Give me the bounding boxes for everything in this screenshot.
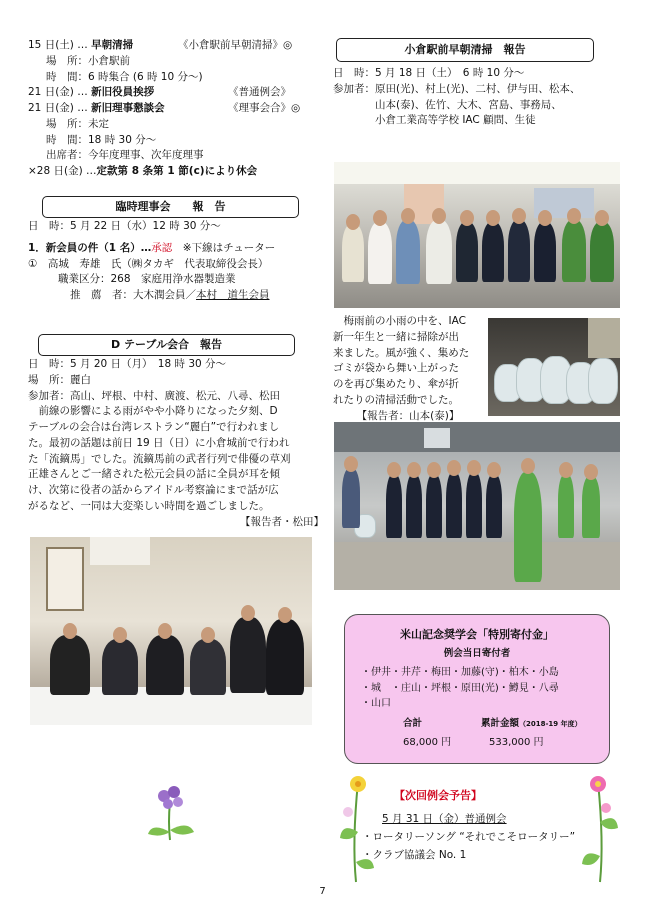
schedule-detail: 時 間：18 時 30 分～ <box>46 133 157 146</box>
d-table-body-line: た。最初の話題は前日 19 日（日）に小倉城前で行われ <box>28 436 290 449</box>
restaurant-group-photo <box>30 537 312 725</box>
new-member-item: 1．新会員の件（1 名）…承認 ※下線はチューター <box>28 241 276 254</box>
member-line: ① 高城 寿雄 氏（㈱タカギ 代表取締役会長） <box>28 257 269 270</box>
schedule-detail: 場 所：小倉駅前 <box>46 54 130 67</box>
yoneyama-donation-box <box>344 614 610 764</box>
cleaning-attendee-line: 参加者：原田(光)、村上(光)、二村、伊与田、松本、 <box>333 82 581 95</box>
schedule-detail: 出席者：今年度理事、次年度理事 <box>46 149 204 162</box>
next-meeting-title: 【次回例会予告】 <box>394 789 482 802</box>
cleaning-story-line: 来ました。風が強く、集めた <box>333 346 470 359</box>
cleaning-report <box>333 66 633 129</box>
cleaning-datetime: 日 時：5 月 18 日（土） 6 時 10 分～ <box>333 67 525 79</box>
cleaning-story-line: 新一年生と一緒に掃除が出 <box>333 330 459 343</box>
extra-board-heading: 臨時理事会 報 告 <box>42 196 299 218</box>
cleaning-heading: 小倉駅前早朝清掃 報告 <box>336 38 594 62</box>
donor-line: ・城 ・庄山・坪根・原田(光)・鱒見・八尋 <box>361 682 559 694</box>
cleaning-reporter: 【報告者：山本(泰)】 <box>356 409 460 422</box>
cleaning-story-line: ゴミが袋から舞い上がった <box>333 362 459 375</box>
schedule-detail: 場 所：未定 <box>46 117 109 130</box>
station-group-photo <box>334 162 620 308</box>
d-table-attendees: 参加者：高山、坪根、中村、廣渡、松元、八尋、松田 <box>28 389 280 402</box>
schedule-list <box>28 38 318 180</box>
garbage-bags-photo <box>488 318 620 416</box>
cleaning-attendee-line: 小倉工業高等学校 IAC 顧問、生徒 <box>333 114 536 127</box>
d-table-report <box>28 357 324 530</box>
donation-subtitle: 例会当日寄付者 <box>443 648 511 659</box>
cleaning-story <box>333 314 483 424</box>
students-briefing-photo <box>334 422 620 590</box>
next-meeting-item: ・ロータリーソング “それでこそロータリー” <box>362 831 576 843</box>
donation-total-value: 68,000 円 <box>403 737 452 748</box>
schedule-row: 15 日(土) … 早朝清掃 《小倉駅前早朝清掃》◎ <box>28 39 293 51</box>
donation-title: 米山記念奨学会「特別寄付金」 <box>400 628 554 641</box>
schedule-row: 21 日(金) … 新旧理事懇談会 《理事会合》◎ <box>28 102 301 114</box>
d-table-body-line: 正雄さんとご一緒された松元会員の話に全員が耳を傾 <box>28 468 280 481</box>
schedule-row: ×28 日(金) …定款第 8 条第 1 節(c)により休会 <box>28 165 258 177</box>
class-line: 職業区分：268 家庭用浄水器製造業 <box>58 273 236 286</box>
next-meeting-date: 5 月 31 日（金）普通例会 <box>382 813 507 825</box>
donation-cumulative-label: 累計金額（2018-19 年度） <box>481 718 582 729</box>
page-number: 7 <box>319 886 326 897</box>
extra-board-datetime: 日 時：5 月 22 日（水）12 時 30 分～ <box>28 220 221 232</box>
d-table-heading: D テーブル会合 報告 <box>38 334 295 356</box>
schedule-row: 21 日(金) … 新旧役員挨拶 《普通例会》 <box>28 86 291 99</box>
d-table-body-line: テーブルの会合は台湾レストラン“麗白”で行われまし <box>28 421 280 433</box>
cleaning-story-line: のを再び集めたり、傘が折 <box>333 378 459 390</box>
d-table-place: 場 所：麗白 <box>28 373 91 386</box>
donation-total-label: 合計 <box>403 718 423 729</box>
cleaning-story-line: れたりの清掃活動でした。 <box>333 393 459 406</box>
d-table-body-line: け、次第に役者の話からアイドル考察論にまで話が広 <box>28 484 279 496</box>
flower-decoration-right <box>580 772 620 884</box>
violet-flower-illustration <box>140 782 200 842</box>
d-table-datetime: 日 時：5 月 20 日（月） 18 時 30 分～ <box>28 358 227 370</box>
schedule-detail: 時 間：6 時集合 (6 時 10 分～) <box>46 70 203 83</box>
cleaning-attendee-line: 山本(泰)、佐竹、大木、宮島、事務局、 <box>333 98 562 111</box>
d-table-reporter: 【報告者・松田】 <box>240 515 324 528</box>
d-table-body-line: がるなど、一同は大変楽しい時間を過ごしました。 <box>28 499 270 512</box>
donor-line: ・伊井・井芹・梅田・加藤(守)・柏木・小島 <box>361 667 559 678</box>
cleaning-story-line: 梅雨前の小雨の中を、IAC <box>333 315 466 327</box>
approved-status: 承認 <box>151 241 173 254</box>
donation-cumulative-value: 533,000 円 <box>489 737 544 748</box>
d-table-body-line: た「流鏑馬」でした。流鏑馬前の武者行列で俳優の草刈 <box>28 452 291 465</box>
recommender-line: 推 薦 者：大木潤会員／本村 道生会員 <box>70 289 270 301</box>
donor-line: ・山口 <box>361 698 391 709</box>
next-meeting-item: ・クラブ協議会 No. 1 <box>362 849 467 861</box>
flower-decoration-left <box>336 772 376 884</box>
d-table-body-line: 前線の影響による雨がやや小降りになった夕刻、D <box>28 405 278 418</box>
extra-board-report <box>28 219 328 304</box>
